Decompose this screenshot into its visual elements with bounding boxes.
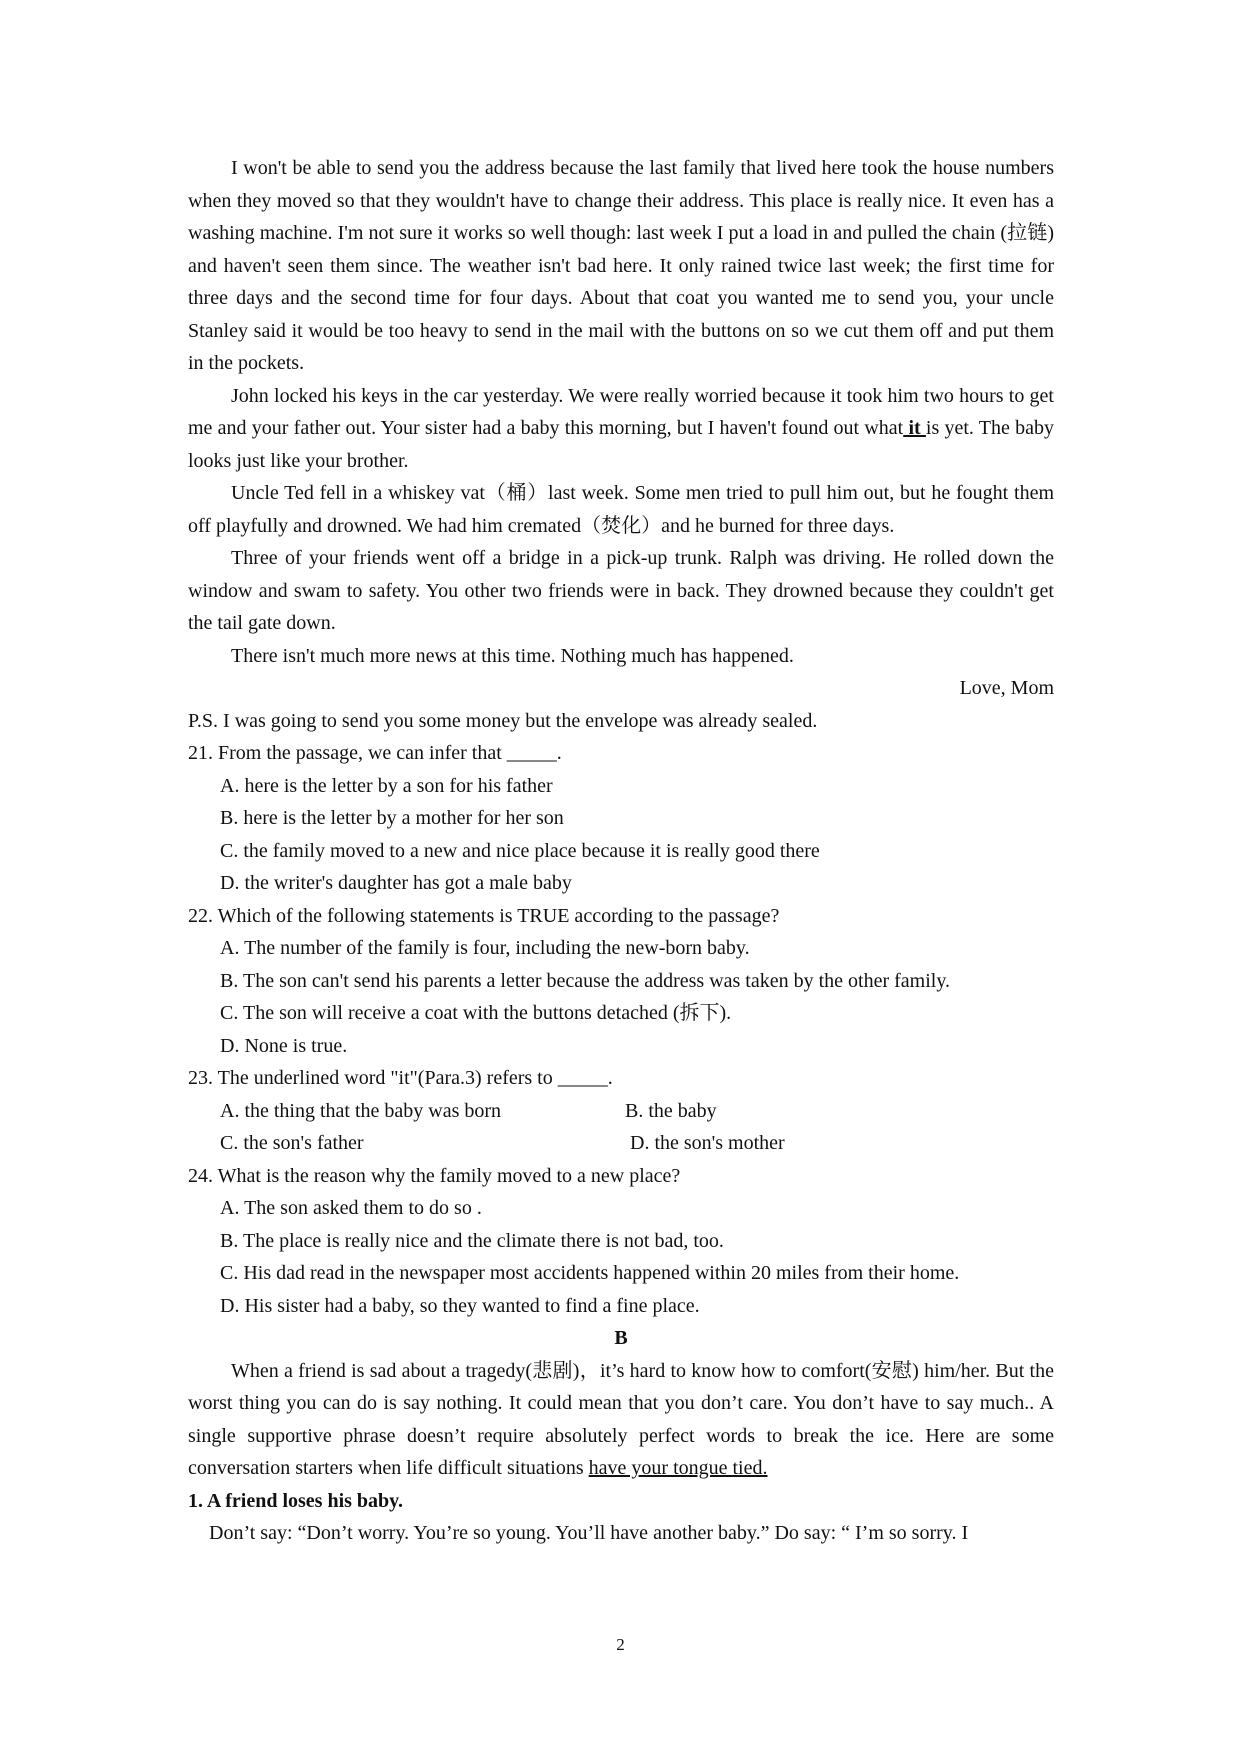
question-option: C. The son will receive a coat with the buttons detached (拆下).: [220, 1002, 732, 1024]
question-option: C. the son's father: [220, 1132, 364, 1154]
question-option: D. His sister had a baby, so they wanted to find a fine place.: [220, 1294, 700, 1317]
question-stem: 23. The underlined word "it"(Para.3) refers to _____.: [188, 1067, 613, 1089]
underlined-phrase: have your tongue tied.: [588, 1457, 768, 1479]
question-option: A. the thing that the baby was born: [220, 1099, 502, 1122]
question-21: [188, 737, 1054, 900]
letter-paragraph-5: There isn't much more news at this time. Nothing much has happened.: [231, 644, 794, 667]
section-b-intro: [188, 1355, 1054, 1485]
question-option: D. the writer's daughter has got a male baby: [220, 872, 572, 894]
letter-paragraph-1: I won't be able to send you the address because the last family that lived here took the house numbers when they moved so that they wouldn't have to change their address. This place is really nice. It even has a washing machine. I'm not sure it works so well though: last week I put a load in and pulled the chain (拉链) and haven't seen them since. The weather isn't bad here. It only rained twice last week; the first time for three days and the second time for four days. About that coat you wanted me to send you, your uncle Stanley said it would be too heavy to send in the mail with the buttons on so we cut them off and put them in the pockets.: [188, 157, 1054, 374]
question-option: A. The number of the family is four, including the new-born baby.: [220, 937, 750, 959]
question-option: B. The son can't send his parents a letter because the address was taken by the other family.: [220, 969, 951, 992]
letter-signoff: Love, Mom: [959, 677, 1054, 699]
question-option: B. here is the letter by a mother for her son: [220, 807, 564, 829]
letter-paragraph-2-start: John locked his keys in the car yesterday. We were really worried because it took him two hours to get me and your father out. Your sister had a baby this morning, but I haven't found out what: [188, 384, 1054, 439]
question-stem: 21. From the passage, we can infer that _____.: [188, 742, 562, 764]
page-number: 2: [616, 1635, 625, 1654]
section-b-item-1-heading: 1. A friend loses his baby.: [188, 1489, 404, 1512]
question-option: B. the baby: [625, 1099, 717, 1122]
question-option-row: [188, 1127, 1054, 1160]
question-option: D. None is true.: [220, 1034, 348, 1057]
question-option: D. the son's mother: [630, 1132, 785, 1154]
question-option: C. His dad read in the newspaper most accidents happened within 20 miles from their home.: [220, 1262, 960, 1284]
underlined-word-it: it: [903, 417, 926, 439]
letter-paragraph-2: [188, 380, 1054, 478]
question-option: B. The place is really nice and the climate there is not bad, too.: [220, 1229, 724, 1252]
page-content: [188, 152, 1054, 1550]
question-option-row: [188, 1095, 1054, 1128]
question-22: [188, 900, 1054, 1063]
section-b-item-1-text: Don’t say: “Don’t worry. You’re so young. You’ll have another baby.” Do say: “ I’m so sorry. I: [209, 1522, 969, 1544]
question-stem: 22. Which of the following statements is TRUE according to the passage?: [188, 904, 780, 927]
question-option: A. The son asked them to do so .: [220, 1197, 482, 1219]
question-stem: 24. What is the reason why the family moved to a new place?: [188, 1164, 681, 1187]
letter-paragraph-2-end: is yet. The baby looks just like your brother.: [188, 417, 1055, 472]
question-24: [188, 1160, 1054, 1323]
question-option: A. here is the letter by a son for his father: [220, 774, 553, 797]
question-23: [188, 1062, 1054, 1160]
section-b-intro-text: When a friend is sad about a tragedy(悲剧)，it’s hard to know how to comfort(安慰) him/her. But the worst thing you can do is say nothing. It could mean that you don’t care. You don’t have to say much.. A single supportive phrase doesn’t require absolutely perfect words to break the ice. Here are some conversation starters when life difficult situations: [188, 1359, 1054, 1479]
question-option: C. the family moved to a new and nice place because it is really good there: [220, 839, 820, 862]
letter-paragraph-3: Uncle Ted fell in a whiskey vat（桶）last week. Some men tried to pull him out, but he fought them off playfully and drowned. We had him cremated（焚化）and he burned for three days.: [188, 482, 1054, 537]
section-b-heading: B: [614, 1327, 628, 1349]
letter-paragraph-4: Three of your friends went off a bridge in a pick-up trunk. Ralph was driving. He rolled down the window and swam to safety. You other two friends were in back. They drowned because they couldn't get the tail gate down.: [188, 547, 1054, 634]
letter-postscript: P.S. I was going to send you some money but the envelope was already sealed.: [188, 709, 818, 732]
